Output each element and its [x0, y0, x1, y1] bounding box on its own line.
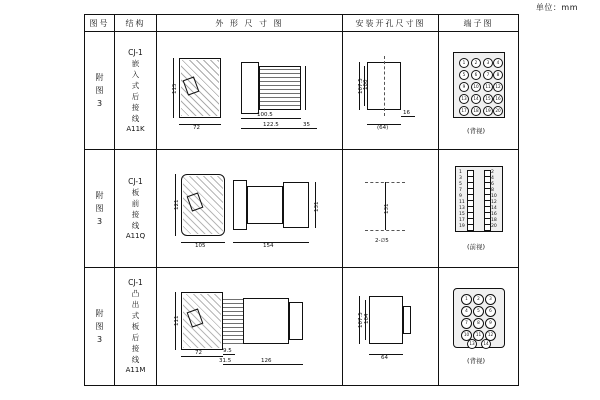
outline-drawing-cell: [157, 32, 343, 150]
dim-131: 131: [314, 201, 320, 212]
table-header-row: [85, 15, 519, 32]
structure-desc-char: 嵌: [131, 58, 140, 68]
dim-104: 104: [364, 313, 370, 324]
dim-line: [179, 124, 221, 125]
terminal-pin: 9: [459, 82, 469, 92]
side-cover: [283, 182, 309, 228]
terminal-pin: 19: [483, 106, 493, 116]
terminal-pin: 14: [471, 94, 481, 104]
terminal-pin: 3: [485, 294, 496, 305]
terminal-drawing-2: [439, 150, 518, 267]
terminal-caption: (前视): [467, 243, 486, 251]
mounting-drawing-2: [343, 150, 438, 267]
fig-no-char: 图: [95, 86, 104, 95]
fig-no-cell: [85, 150, 115, 268]
terminal-pin: 20: [493, 106, 503, 116]
fig-no-char: 附: [95, 309, 104, 318]
header-mounting: 安装开孔尺寸图: [343, 15, 439, 32]
structure-desc-char: 式: [131, 80, 140, 90]
terminal-pin: 13: [467, 339, 477, 349]
terminal-pin: 10: [471, 82, 481, 92]
terminal-pin: 17: [459, 106, 469, 116]
terminal-number: 19: [459, 224, 465, 229]
terminal-pin: 7: [461, 318, 472, 329]
structure-desc-char: 板: [131, 322, 140, 331]
terminal-number: 5: [459, 182, 462, 187]
dim-line: [181, 356, 223, 357]
terminal-pin: 10: [461, 330, 472, 341]
structure-code: A11Q: [125, 231, 146, 240]
terminal-number: 6: [491, 182, 494, 187]
table-row: [85, 150, 519, 268]
terminal-pad: [467, 224, 474, 231]
dim-72: 72: [195, 350, 202, 356]
terminal-caption: (背视): [467, 127, 486, 135]
terminal-pad: [484, 224, 491, 231]
terminal-drawing-3: [439, 268, 518, 385]
dim-115: 115: [172, 83, 178, 94]
dim-72: 72: [193, 125, 200, 131]
terminal-number: 4: [491, 176, 494, 181]
fig-no-char: 图: [95, 204, 104, 213]
terminal-number: 1: [459, 170, 462, 175]
outline-drawing-1: [157, 32, 342, 149]
side-body: [243, 298, 289, 344]
dim-107-5: 107.5: [358, 312, 364, 328]
dim-111: 111: [174, 315, 180, 326]
structure-desc-char: 线: [131, 113, 140, 123]
center-line: [384, 56, 385, 116]
terminal-pin: 5: [459, 70, 469, 80]
terminal-pin: 4: [461, 306, 472, 317]
structure-model: CJ-1: [128, 176, 143, 186]
fig-no-char: 3: [96, 99, 103, 108]
mounting-drawing-3: [343, 268, 438, 385]
side-body: [247, 186, 283, 224]
terminal-pin: 5: [473, 306, 484, 317]
header-terminal: 端子图: [439, 15, 519, 32]
terminal-number: 8: [491, 188, 494, 193]
structure-desc-char: 接: [131, 344, 140, 353]
dim-105: 105: [195, 243, 206, 249]
terminal-number: 17: [459, 218, 465, 223]
terminal-pin: 9: [485, 318, 496, 329]
header-fig-no: 图号: [85, 15, 115, 32]
terminal-pin: 6: [485, 306, 496, 317]
side-view-body: [259, 66, 301, 110]
fig-no-char: 附: [95, 73, 104, 82]
terminal-number: 7: [459, 188, 462, 193]
structure-cell: [115, 268, 157, 386]
terminal-number: 10: [491, 194, 497, 199]
mounting-drawing-cell: [343, 32, 439, 150]
terminal-pin: 6: [471, 70, 481, 80]
structure-desc-char: 接: [131, 209, 140, 219]
terminal-pin: 8: [473, 318, 484, 329]
terminal-drawing-cell: [439, 268, 519, 386]
terminal-pin: 2: [473, 294, 484, 305]
structure-desc-char: 式: [131, 311, 140, 320]
terminal-pin: 11: [473, 330, 484, 341]
terminal-pin: 11: [483, 82, 493, 92]
dim-line: [223, 354, 235, 355]
cutout-notch: [403, 306, 411, 334]
dimension-table: [84, 14, 519, 386]
unit-note: 单位：mm: [535, 3, 578, 12]
fins: [223, 296, 243, 344]
terminal-number: 3: [459, 176, 462, 181]
dim-121: 121: [174, 199, 180, 210]
mounting-drawing-cell: [343, 150, 439, 268]
dim-100-5: 100.5: [257, 112, 273, 118]
fig-no-char: 3: [96, 335, 103, 344]
side-cover: [289, 302, 303, 340]
dim-154: 154: [263, 243, 274, 249]
terminal-number: 16: [491, 212, 497, 217]
dim-131: 131: [384, 203, 390, 214]
fig-no-char: 3: [96, 217, 103, 226]
terminal-number: 15: [459, 212, 465, 217]
dim-line: [241, 128, 317, 129]
dim-126: 126: [261, 358, 272, 364]
structure-desc-char: 板: [131, 187, 140, 197]
dim-107-5: 107.5: [358, 78, 364, 94]
terminal-pin: 12: [485, 330, 496, 341]
terminal-pin: 8: [493, 70, 503, 80]
dim-16: 16: [403, 110, 410, 116]
outline-drawing-3: [157, 268, 342, 385]
outline-drawing-cell: [157, 268, 343, 386]
terminal-number: 9: [459, 194, 462, 199]
cutout-rect: [369, 296, 403, 344]
structure-cell: [115, 32, 157, 150]
table-row: [85, 268, 519, 386]
header-structure: 结构: [115, 15, 157, 32]
terminal-pin: 2: [471, 58, 481, 68]
terminal-pin: 7: [483, 70, 493, 80]
mounting-drawing-1: [343, 32, 438, 149]
structure-desc-char: 后: [131, 91, 140, 101]
dim-122-5: 122.5: [263, 122, 279, 128]
outline-drawing-cell: [157, 150, 343, 268]
structure-desc-char: 接: [131, 102, 140, 112]
terminal-number: 13: [459, 206, 465, 211]
dim-line: [401, 116, 415, 117]
center-line: [365, 230, 405, 231]
terminal-number: 18: [491, 218, 497, 223]
fig-no-char: 附: [95, 191, 104, 200]
structure-model: CJ-1: [128, 278, 143, 287]
terminal-pin: 16: [493, 94, 503, 104]
structure-desc-char: 后: [131, 333, 140, 342]
terminal-drawing-cell: [439, 150, 519, 268]
terminal-number: 14: [491, 206, 497, 211]
terminal-pin: 1: [461, 294, 472, 305]
fig-no-cell: [85, 268, 115, 386]
structure-desc-char: 线: [131, 220, 140, 230]
outline-drawing-2: [157, 150, 342, 267]
terminal-pin: 4: [493, 58, 503, 68]
structure-desc-char: 入: [131, 69, 140, 79]
dim-64: (64): [377, 125, 389, 131]
table-row: [85, 32, 519, 150]
dim-2-d5: 2-∅5: [375, 238, 389, 244]
terminal-drawing-cell: [439, 32, 519, 150]
terminal-number: 12: [491, 200, 497, 205]
dim-35: 35: [303, 122, 310, 128]
terminal-pin: 18: [471, 106, 481, 116]
structure-desc-char: 出: [131, 300, 140, 309]
fig-no-char: 图: [95, 322, 104, 331]
header-outline: 外 形 尺 寸 图: [157, 15, 343, 32]
dim-line: [223, 364, 303, 365]
terminal-pin: 15: [483, 94, 493, 104]
dim-line: [241, 118, 301, 119]
structure-cell: [115, 150, 157, 268]
mounting-drawing-cell: [343, 268, 439, 386]
structure-code: A11M: [125, 366, 146, 374]
dim-100: 100: [363, 79, 369, 90]
terminal-number: 2: [491, 170, 494, 175]
structure-code: A11K: [126, 124, 145, 133]
terminal-pin: 13: [459, 94, 469, 104]
terminal-number: 11: [459, 200, 465, 205]
terminal-pin: 14: [481, 339, 491, 349]
structure-desc-char: 凸: [131, 289, 140, 298]
dim-9-5: 9.5: [223, 348, 232, 354]
dim-64: 64: [381, 355, 388, 361]
terminal-number: 20: [491, 224, 497, 229]
terminal-drawing-1: [439, 32, 518, 149]
side-flange: [233, 180, 247, 230]
side-view-flange: [241, 62, 259, 114]
structure-model: CJ-1: [128, 47, 143, 57]
terminal-pin: 1: [459, 58, 469, 68]
structure-desc-char: 线: [131, 355, 140, 364]
terminal-caption: (背视): [467, 357, 486, 365]
dim-31-5: 31.5: [219, 358, 232, 364]
fig-no-cell: [85, 32, 115, 150]
terminal-pin: 3: [483, 58, 493, 68]
terminal-pin: 12: [493, 82, 503, 92]
structure-desc-char: 前: [131, 198, 140, 208]
dim-line: [305, 66, 306, 110]
